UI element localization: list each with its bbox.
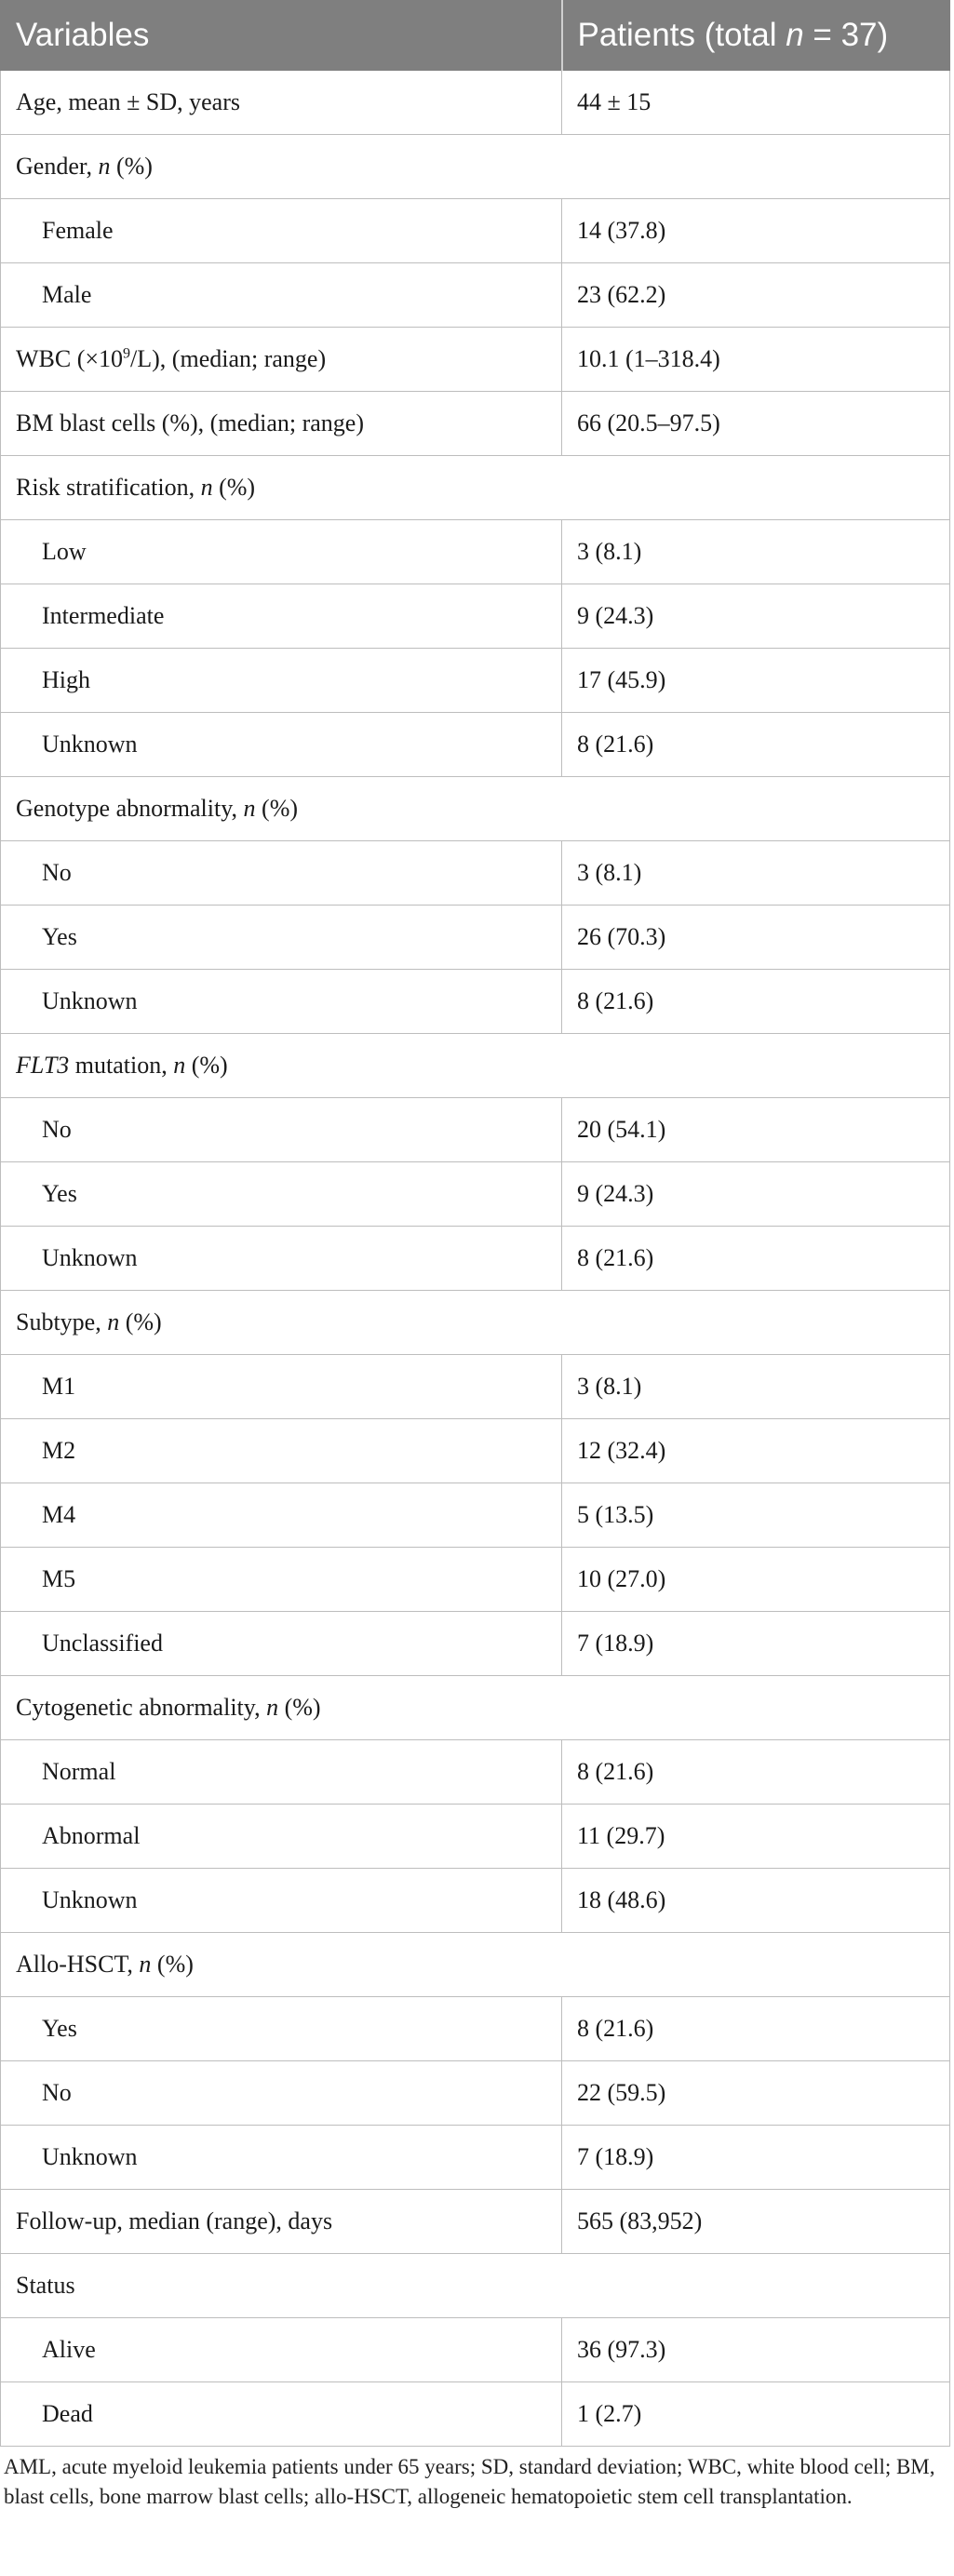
table-row	[1, 841, 950, 906]
variable-cell: Yes	[1, 906, 562, 970]
section-label	[1, 456, 950, 520]
variable-cell	[1, 328, 562, 392]
table-section-row	[1, 2254, 950, 2318]
section-label-part: n	[200, 474, 213, 501]
variable-cell: M2	[1, 1419, 562, 1483]
variable-cell: Alive	[1, 2318, 562, 2382]
table-row	[1, 199, 950, 263]
value-cell: 3 (8.1)	[562, 1355, 950, 1419]
value-cell: 8 (21.6)	[562, 1740, 950, 1805]
section-label	[1, 1291, 950, 1355]
value-cell: 7 (18.9)	[562, 2126, 950, 2190]
table-row	[1, 2126, 950, 2190]
table-row	[1, 1419, 950, 1483]
value-cell: 7 (18.9)	[562, 1612, 950, 1676]
table-row	[1, 328, 950, 392]
variable-cell: Abnormal	[1, 1805, 562, 1869]
value-cell: 17 (45.9)	[562, 649, 950, 713]
variable-cell: Unknown	[1, 1869, 562, 1933]
value-cell: 1 (2.7)	[562, 2382, 950, 2447]
table-row	[1, 1612, 950, 1676]
section-label-part: Status	[16, 2272, 75, 2299]
variable-cell: Unknown	[1, 970, 562, 1034]
section-label-part: n	[107, 1308, 120, 1335]
value-cell: 8 (21.6)	[562, 1997, 950, 2061]
section-label-part: n	[98, 153, 111, 180]
table-section-row	[1, 777, 950, 841]
value-cell: 8 (21.6)	[562, 970, 950, 1034]
table-row	[1, 2190, 950, 2254]
table-row	[1, 713, 950, 777]
section-label-part: n	[173, 1052, 186, 1079]
variable-cell: M4	[1, 1483, 562, 1548]
section-label-part: (%)	[212, 474, 256, 501]
table-section-row	[1, 135, 950, 199]
value-cell: 22 (59.5)	[562, 2061, 950, 2126]
table-row	[1, 392, 950, 456]
table-row	[1, 520, 950, 584]
section-label-part: Genotype abnormality,	[16, 795, 244, 822]
table-row	[1, 2061, 950, 2126]
table-row	[1, 1740, 950, 1805]
value-cell: 9 (24.3)	[562, 1162, 950, 1227]
variable-cell: High	[1, 649, 562, 713]
section-label-part: (%)	[119, 1308, 162, 1335]
section-label-part: Gender,	[16, 153, 99, 180]
value-cell: 18 (48.6)	[562, 1869, 950, 1933]
value-cell: 3 (8.1)	[562, 520, 950, 584]
table-row	[1, 263, 950, 328]
variable-cell: No	[1, 841, 562, 906]
value-cell: 14 (37.8)	[562, 199, 950, 263]
table-section-row	[1, 1676, 950, 1740]
table-row	[1, 1162, 950, 1227]
header-patients	[562, 1, 950, 71]
section-label-part: Allo-HSCT,	[16, 1951, 140, 1978]
value-cell: 565 (83,952)	[562, 2190, 950, 2254]
table-row	[1, 2318, 950, 2382]
section-label	[1, 2254, 950, 2318]
value-cell: 10.1 (1–318.4)	[562, 328, 950, 392]
table-section-row	[1, 1291, 950, 1355]
variable-cell: Yes	[1, 1997, 562, 2061]
section-label-part: Cytogenetic abnormality,	[16, 1694, 267, 1721]
section-label-part: (%)	[151, 1951, 194, 1978]
variable-label-part: WBC (×10	[16, 345, 124, 372]
variable-cell: Male	[1, 263, 562, 328]
table-row	[1, 649, 950, 713]
section-label	[1, 1676, 950, 1740]
table-row	[1, 1869, 950, 1933]
table-row	[1, 1355, 950, 1419]
table-row	[1, 906, 950, 970]
table-row	[1, 1227, 950, 1291]
header-patients-suffix: = 37)	[803, 17, 889, 53]
section-label-part: (%)	[185, 1052, 228, 1079]
variable-cell: M1	[1, 1355, 562, 1419]
table-section-row	[1, 1933, 950, 1997]
table-row	[1, 970, 950, 1034]
table-header-row	[1, 1, 950, 71]
value-cell: 9 (24.3)	[562, 584, 950, 649]
variable-cell: Female	[1, 199, 562, 263]
value-cell: 12 (32.4)	[562, 1419, 950, 1483]
value-cell: 26 (70.3)	[562, 906, 950, 970]
header-patients-prefix: Patients (total	[577, 17, 786, 53]
value-cell: 8 (21.6)	[562, 1227, 950, 1291]
variable-cell: Follow-up, median (range), days	[1, 2190, 562, 2254]
variable-cell: No	[1, 2061, 562, 2126]
table-section-row	[1, 456, 950, 520]
table-body	[1, 71, 950, 2447]
section-label-part: n	[266, 1694, 279, 1721]
variable-cell: Normal	[1, 1740, 562, 1805]
variable-cell: Unknown	[1, 2126, 562, 2190]
header-patients-n: n	[786, 17, 804, 53]
variable-label-part: /L), (median; range)	[130, 345, 327, 372]
section-label-part: (%)	[110, 153, 153, 180]
section-label-part: Risk stratification,	[16, 474, 201, 501]
section-label-part: (%)	[278, 1694, 321, 1721]
table-row	[1, 1098, 950, 1162]
table-row	[1, 2382, 950, 2447]
variable-cell: Age, mean ± SD, years	[1, 71, 562, 135]
value-cell: 20 (54.1)	[562, 1098, 950, 1162]
value-cell: 36 (97.3)	[562, 2318, 950, 2382]
table-row	[1, 1548, 950, 1612]
header-variables: Variables	[1, 1, 562, 71]
table-row	[1, 1997, 950, 2061]
table-row	[1, 71, 950, 135]
variable-cell: Unknown	[1, 713, 562, 777]
section-label	[1, 1933, 950, 1997]
variable-cell: M5	[1, 1548, 562, 1612]
section-label-part: Subtype,	[16, 1308, 108, 1335]
section-label	[1, 1034, 950, 1098]
section-label-part: (%)	[255, 795, 299, 822]
section-label-part: FLT3	[16, 1052, 70, 1079]
section-label	[1, 135, 950, 199]
value-cell: 23 (62.2)	[562, 263, 950, 328]
table-row	[1, 1483, 950, 1548]
value-cell: 8 (21.6)	[562, 713, 950, 777]
value-cell: 44 ± 15	[562, 71, 950, 135]
table-section-row	[1, 1034, 950, 1098]
variable-cell: Intermediate	[1, 584, 562, 649]
section-label-part: n	[243, 795, 256, 822]
variable-cell: Yes	[1, 1162, 562, 1227]
variable-cell: Unclassified	[1, 1612, 562, 1676]
table-row	[1, 1805, 950, 1869]
variable-cell: Unknown	[1, 1227, 562, 1291]
table-row	[1, 584, 950, 649]
variable-cell: BM blast cells (%), (median; range)	[1, 392, 562, 456]
value-cell: 10 (27.0)	[562, 1548, 950, 1612]
value-cell: 66 (20.5–97.5)	[562, 392, 950, 456]
variable-cell: Dead	[1, 2382, 562, 2447]
variable-label-sup: 9	[123, 345, 131, 362]
variable-cell: Low	[1, 520, 562, 584]
section-label	[1, 777, 950, 841]
section-label-part: n	[139, 1951, 152, 1978]
value-cell: 5 (13.5)	[562, 1483, 950, 1548]
value-cell: 11 (29.7)	[562, 1805, 950, 1869]
variable-cell: No	[1, 1098, 562, 1162]
value-cell: 3 (8.1)	[562, 841, 950, 906]
table-footnote: AML, acute myeloid leukemia patients under 65 years; SD, standard deviation; WBC, white blood cell; BM, blast cells, bone marrow blast cells; allo-HSCT, allogeneic hematopoietic stem cell transplantation.	[4, 2455, 935, 2508]
section-label-part: mutation,	[69, 1052, 174, 1079]
